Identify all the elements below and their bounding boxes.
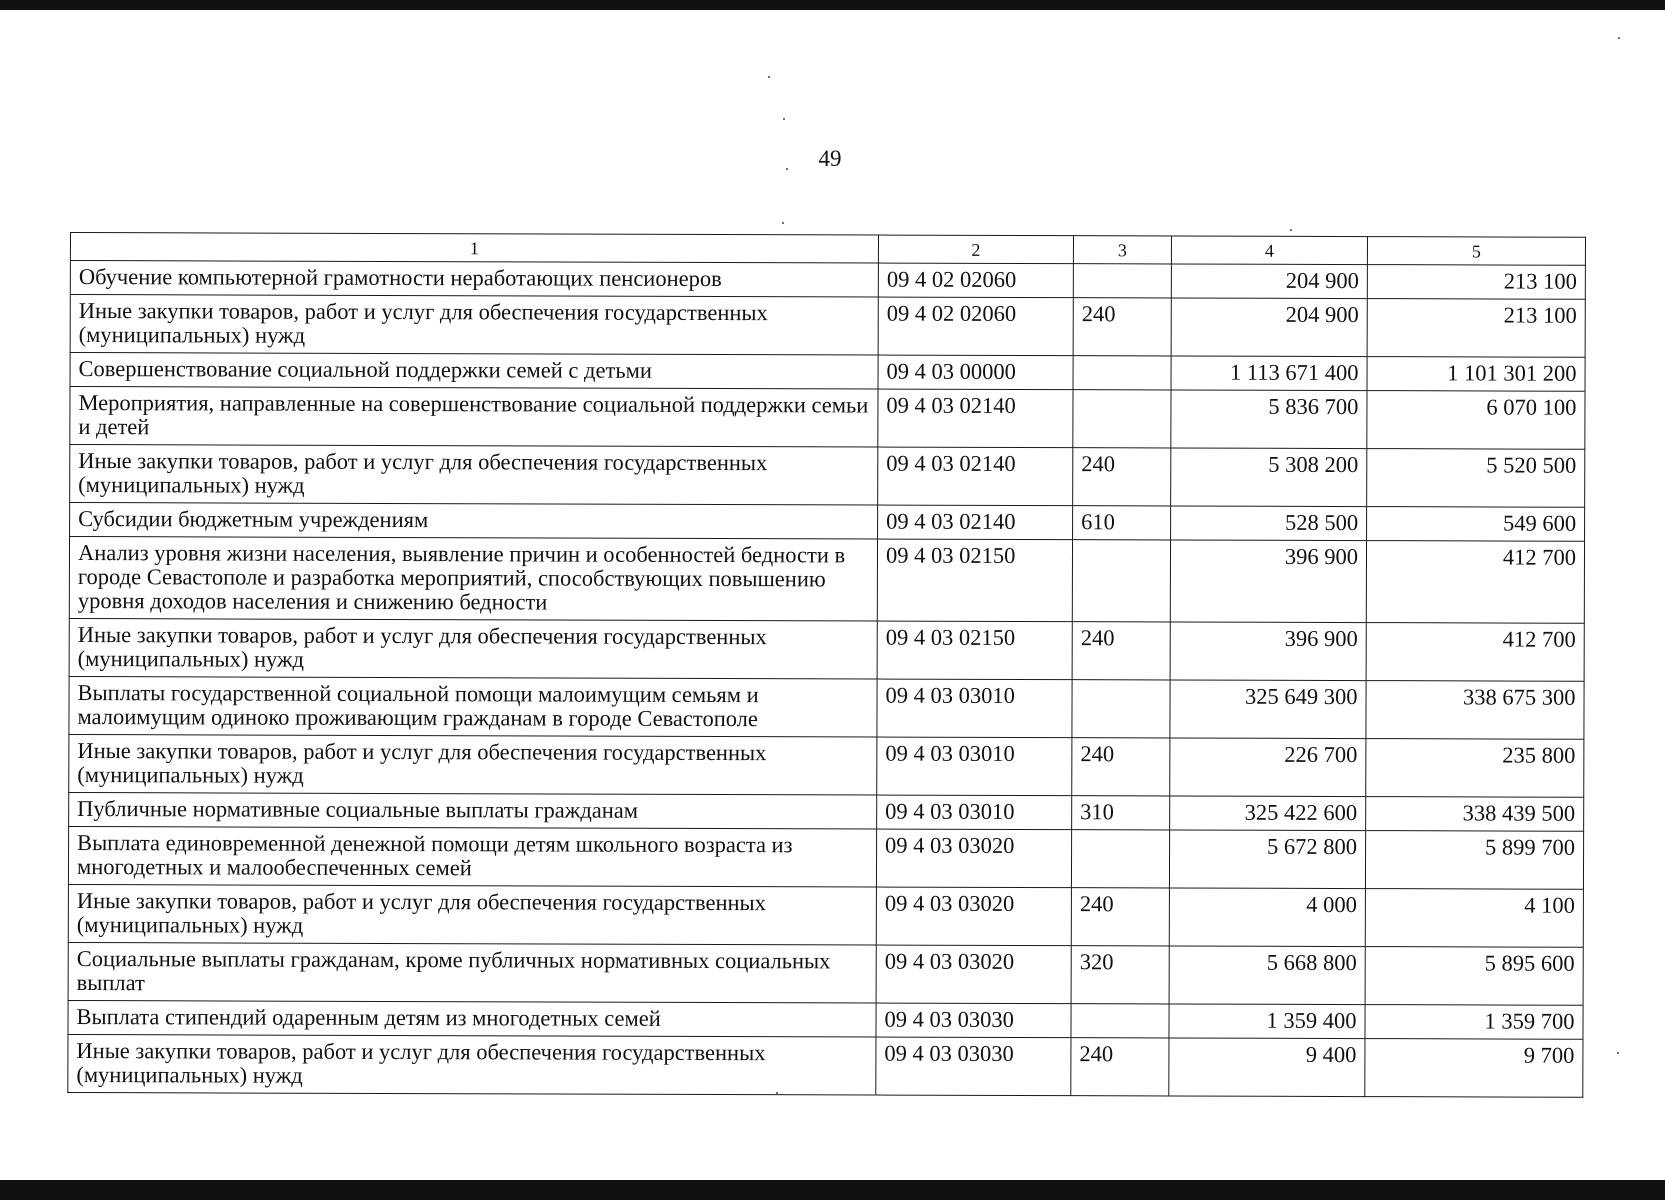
amount-col4-cell: 528 500 (1171, 506, 1367, 541)
budget-code-cell: 09 4 03 03010 (877, 795, 1072, 830)
amount-col5-cell: 412 700 (1366, 623, 1584, 682)
column-header: 4 (1171, 236, 1367, 265)
expense-type-cell: 240 (1071, 1038, 1169, 1096)
expense-type-cell (1073, 264, 1171, 298)
table-row (68, 826, 1583, 889)
expense-type-cell (1072, 680, 1170, 738)
row-name-cell: Иные закупки товаров, работ и услуг для обеспечения государственных (муниципальных) нужд (70, 445, 878, 506)
row-name-cell: Анализ уровня жизни населения, выявление причин и особенностей бедности в городе Севастополе и разработка мероприятий, способствующих повышению уровня доходов населения и снижению бедности (69, 537, 877, 622)
budget-code-cell: 09 4 03 03030 (876, 1037, 1071, 1096)
expense-type-cell: 320 (1071, 946, 1169, 1004)
page-number: 49 (818, 146, 842, 171)
column-header: 2 (878, 235, 1073, 264)
budget-code-cell: 09 4 03 02150 (877, 621, 1072, 680)
table-row (69, 618, 1584, 681)
amount-col5-cell: 4 100 (1365, 889, 1583, 948)
table-row (68, 884, 1583, 947)
amount-col4-cell: 204 900 (1171, 264, 1367, 299)
amount-col5-cell: 549 600 (1367, 507, 1585, 542)
amount-col4-cell: 5 308 200 (1171, 448, 1367, 507)
budget-code-cell: 09 4 03 03020 (876, 829, 1071, 888)
row-name-cell: Публичные нормативные социальные выплаты гражданам (69, 792, 877, 829)
amount-col5-cell: 338 439 500 (1366, 797, 1584, 832)
table-row (70, 261, 1585, 300)
row-name-cell: Иные закупки товаров, работ и услуг для обеспечения государственных (муниципальных) нужд (70, 295, 878, 356)
table-row (70, 445, 1585, 508)
expense-type-cell: 610 (1073, 506, 1171, 540)
budget-code-cell: 09 4 03 03010 (877, 679, 1072, 738)
budget-code-cell: 09 4 02 02060 (878, 297, 1073, 356)
budget-code-cell: 09 4 03 03020 (876, 945, 1071, 1004)
budget-code-cell: 09 4 03 03030 (876, 1003, 1071, 1038)
row-name-cell: Иные закупки товаров, работ и услуг для обеспечения государственных (муниципальных) нужд (69, 734, 877, 795)
table-row (68, 1034, 1583, 1097)
row-name-cell: Обучение компьютерной грамотности неработающих пенсионеров (70, 261, 878, 298)
amount-col5-cell: 1 359 700 (1365, 1005, 1583, 1040)
scan-speck (1618, 37, 1620, 39)
row-name-cell: Социальные выплаты гражданам, кроме публичных нормативных социальных выплат (68, 942, 876, 1003)
scan-speck (768, 76, 770, 78)
row-name-cell: Иные закупки товаров, работ и услуг для обеспечения государственных (муниципальных) нужд (69, 618, 877, 679)
amount-col4-cell: 325 422 600 (1170, 796, 1366, 831)
expense-type-cell (1073, 356, 1171, 390)
table-row (70, 503, 1585, 542)
table-row (69, 537, 1584, 624)
amount-col5-cell: 5 895 600 (1365, 947, 1583, 1006)
amount-col5-cell: 1 101 301 200 (1367, 357, 1585, 392)
budget-code-cell: 09 4 03 02140 (878, 447, 1073, 506)
expense-type-cell: 310 (1072, 796, 1170, 830)
table-row (68, 1000, 1583, 1039)
scan-speck (786, 168, 788, 170)
expense-type-cell: 240 (1073, 448, 1171, 506)
row-name-cell: Совершенствование социальной поддержки семей с детьми (70, 353, 878, 390)
table-row (69, 792, 1584, 831)
scan-border-bottom (0, 1180, 1665, 1200)
scan-speck (783, 118, 785, 120)
amount-col4-cell: 325 649 300 (1170, 680, 1366, 739)
column-header: 1 (70, 233, 878, 264)
budget-code-cell: 09 4 02 02060 (878, 263, 1073, 298)
expense-type-cell: 240 (1071, 888, 1169, 946)
table-row (70, 353, 1585, 392)
scan-border-top (0, 0, 1665, 10)
row-name-cell: Иные закупки товаров, работ и услуг для обеспечения государственных (муниципальных) нужд (68, 1034, 876, 1095)
budget-table (67, 232, 1586, 1098)
amount-col5-cell: 235 800 (1366, 739, 1584, 798)
row-name-cell: Субсидии бюджетным учреждениям (70, 503, 878, 540)
column-header: 5 (1367, 237, 1585, 266)
amount-col4-cell: 5 836 700 (1171, 390, 1367, 449)
column-header: 3 (1073, 236, 1171, 264)
table-row (70, 387, 1585, 450)
row-name-cell: Выплаты государственной социальной помощи малоимущим семьям и малоимущим одиноко проживающим гражданам в городе Севастополе (69, 676, 877, 737)
table-row (70, 295, 1585, 358)
amount-col4-cell: 1 359 400 (1169, 1004, 1365, 1039)
amount-col4-cell: 9 400 (1169, 1038, 1365, 1097)
expense-type-cell: 240 (1072, 622, 1170, 680)
expense-type-cell (1071, 1004, 1169, 1038)
expense-type-cell: 240 (1072, 738, 1170, 796)
expense-type-cell: 240 (1073, 298, 1171, 356)
table-row (68, 942, 1583, 1005)
expense-type-cell (1072, 540, 1170, 622)
amount-col4-cell: 226 700 (1170, 738, 1366, 797)
budget-code-cell: 09 4 03 02140 (878, 389, 1073, 448)
amount-col4-cell: 396 900 (1170, 540, 1366, 623)
expense-type-cell (1071, 830, 1169, 888)
amount-col4-cell: 5 672 800 (1169, 830, 1365, 889)
row-name-cell: Мероприятия, направленные на совершенствование социальной поддержки семьи и детей (70, 387, 878, 448)
amount-col5-cell: 213 100 (1367, 265, 1585, 300)
scan-speck (1617, 1052, 1619, 1054)
budget-code-cell: 09 4 03 03020 (876, 887, 1071, 946)
amount-col5-cell: 5 520 500 (1367, 449, 1585, 508)
expense-type-cell (1073, 390, 1171, 448)
amount-col5-cell: 6 070 100 (1367, 391, 1585, 450)
amount-col5-cell: 9 700 (1365, 1039, 1583, 1098)
scan-speck (782, 222, 784, 224)
amount-col5-cell: 338 675 300 (1366, 681, 1584, 740)
budget-code-cell: 09 4 03 03010 (877, 737, 1072, 796)
row-name-cell: Иные закупки товаров, работ и услуг для обеспечения государственных (муниципальных) нужд (68, 884, 876, 945)
row-name-cell: Выплата единовременной денежной помощи детям школьного возраста из многодетных и малообеспеченных семей (68, 826, 876, 887)
row-name-cell: Выплата стипендий одаренным детям из многодетных семей (68, 1000, 876, 1037)
table-row (69, 734, 1584, 797)
amount-col4-cell: 5 668 800 (1169, 946, 1365, 1005)
amount-col4-cell: 204 900 (1171, 298, 1367, 357)
amount-col5-cell: 412 700 (1366, 541, 1584, 624)
budget-code-cell: 09 4 03 02140 (878, 505, 1073, 540)
budget-code-cell: 09 4 03 00000 (878, 355, 1073, 390)
budget-code-cell: 09 4 03 02150 (877, 539, 1072, 622)
table-row (69, 676, 1584, 739)
amount-col4-cell: 1 113 671 400 (1171, 356, 1367, 391)
table-body (68, 261, 1586, 1098)
amount-col5-cell: 5 899 700 (1365, 831, 1583, 890)
amount-col4-cell: 396 900 (1170, 622, 1366, 681)
amount-col4-cell: 4 000 (1169, 888, 1365, 947)
scan-speck (1290, 229, 1292, 231)
amount-col5-cell: 213 100 (1367, 299, 1585, 358)
